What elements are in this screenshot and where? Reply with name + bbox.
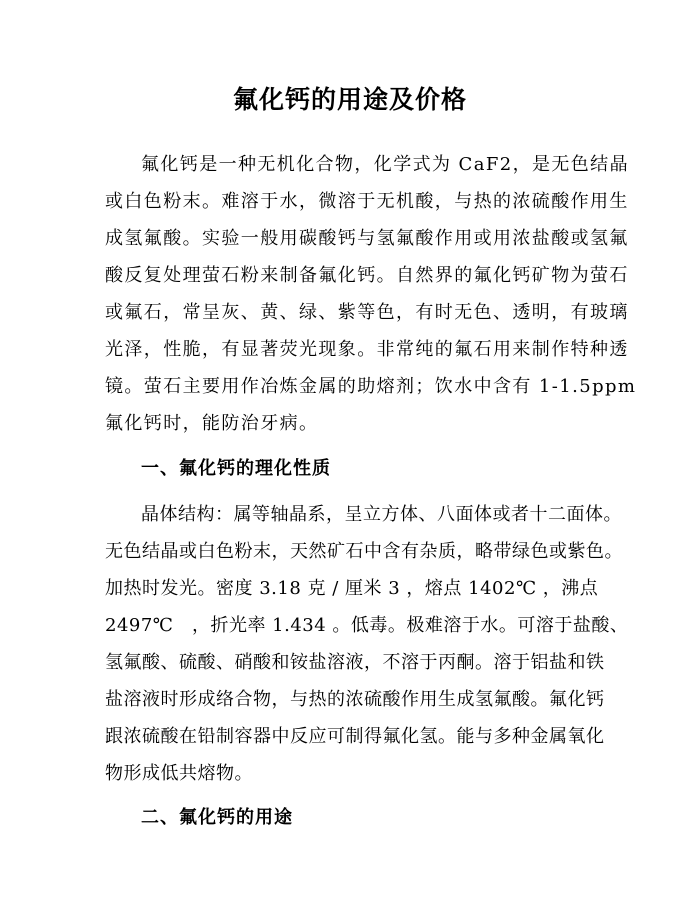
paragraph-line: 氢氟酸、硫酸、硝酸和铵盐溶液，不溶于丙酮。溶于铝盐和铁: [105, 652, 605, 673]
paragraph-line: 或白色粉末。难溶于水，微溶于无机酸，与热的浓硫酸作用生: [105, 191, 629, 212]
paragraph-line: 镜。萤石主要用作冶炼金属的助熔剂；饮水中含有 1-1.5ppm: [105, 376, 637, 397]
section-heading: 二、氟化钙的用途: [141, 807, 293, 828]
paragraph-line: 无色结晶或白色粉末，天然矿石中含有杂质，略带绿色或紫色。: [105, 541, 623, 562]
paragraph-line: 成氢氟酸。实验一般用碳酸钙与氢氟酸作用或用浓盐酸或氢氟: [105, 228, 629, 249]
paragraph-line: 或氟石，常呈灰、黄、绿、紫等色，有时无色、透明，有玻璃: [105, 302, 629, 323]
section-heading: 一、氟化钙的理化性质: [141, 458, 331, 479]
paragraph-line: 酸反复处理萤石粉来制备氟化钙。自然界的氟化钙矿物为萤石: [105, 265, 629, 286]
page-title: 氟化钙的用途及价格: [232, 85, 467, 114]
paragraph-line: 晶体结构：属等轴晶系，呈立方体、八面体或者十二面体。: [141, 504, 622, 525]
paragraph-line: 物形成低共熔物。: [105, 763, 253, 784]
paragraph-line: 跟浓硫酸在铅制容器中反应可制得氟化氢。能与多种金属氧化: [105, 726, 605, 747]
paragraph-line: 光泽，性脆，有显著荧光现象。非常纯的氟石用来制作特种透: [105, 339, 629, 360]
paragraph-line: 氟化钙是一种无机化合物，化学式为 CaF2，是无色结晶: [141, 154, 629, 175]
paragraph-line: 氟化钙时，能防治牙病。: [105, 413, 319, 434]
paragraph-line: 2497℃ ，折光率 1.434 。低毒。极难溶于水。可溶于盐酸、: [105, 615, 629, 636]
paragraph-line: 盐溶液时形成络合物，与热的浓硫酸作用生成氢氟酸。氟化钙: [105, 689, 605, 710]
paragraph-line: 加热时发光。密度 3.18 克 / 厘米 3 ，熔点 1402℃ ，沸点: [105, 578, 599, 599]
